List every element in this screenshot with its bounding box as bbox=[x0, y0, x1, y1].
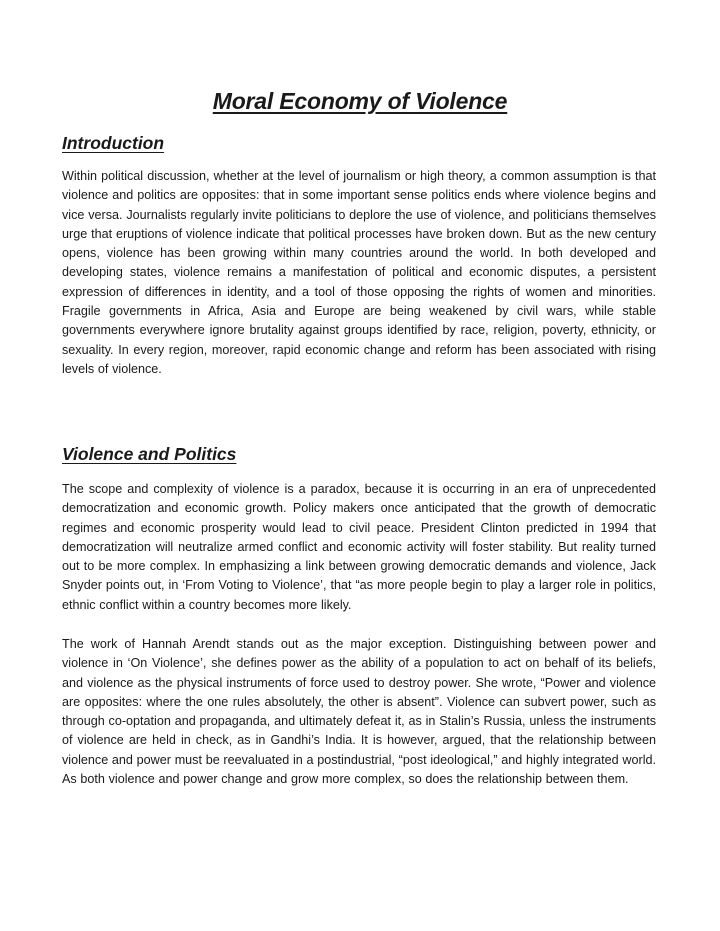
violence-and-politics-paragraph-2: The work of Hannah Arendt stands out as the major exception. Distinguishing between power and violence in ‘On Violence’, she defines power as the ability of a population to act on behalf of its beliefs, and violence as the physical instruments of force used to destroy power. She wrote, “Power and violence are opposites: where the one rules absolutely, the other is absent”. Violence can subvert power, such as through co-optation and propaganda, and ultimately defeat it, as in Stalin’s Russia, unless the instruments of violence are held in check, as in Gandhi’s India. It is however, argued, that the relationship between violence and power must be reevaluated in a postindustrial, “post ideological,” and highly integrated world. As both violence and power change and grow more complex, so does the relationship between them. bbox=[62, 637, 656, 787]
document-title: Moral Economy of Violence bbox=[212, 88, 508, 114]
section-heading-violence-and-politics: Violence and Politics bbox=[62, 444, 237, 464]
introduction-paragraph: Within political discussion, whether at the level of journalism or high theory, a common assumption is that violence and politics are opposites: that in some important sense politics ends where violence begins and vice versa. Journalists regularly invite politicians to deplore the use of violence, and politicians themselves urge that eruptions of violence indicate that political processes have broken down. But as the new century opens, violence has been growing within many countries around the world. In both developed and developing states, violence remains a manifestation of political and economic disputes, a persistent expression of differences in identity, and a tool of those opposing the rights of women and minorities. Fragile governments in Africa, Asia and Europe are being weakened by civil wars, while stable governments everywhere ignore brutality against groups identified by race, religion, poverty, ethnicity, or sexuality. In every region, moreover, rapid economic change and reform has been associated with rising levels of violence. bbox=[62, 169, 656, 376]
section-heading-introduction: Introduction bbox=[62, 133, 165, 153]
violence-and-politics-paragraph-1: The scope and complexity of violence is a paradox, because it is occurring in an era of unprecedented democratization and economic growth. Policy makers once anticipated that the growth of democratic regimes and economic prosperity would lead to civil peace. President Clinton predicted in 1994 that democratization will neutralize armed conflict and economic activity will foster stability. But reality turned out to be more complex. In emphasizing a link between growing democratic demands and violence, Jack Snyder points out, in ‘From Voting to Violence’, that “as more people begin to play a larger role in politics, ethnic conflict within a country becomes more likely. bbox=[62, 482, 656, 612]
